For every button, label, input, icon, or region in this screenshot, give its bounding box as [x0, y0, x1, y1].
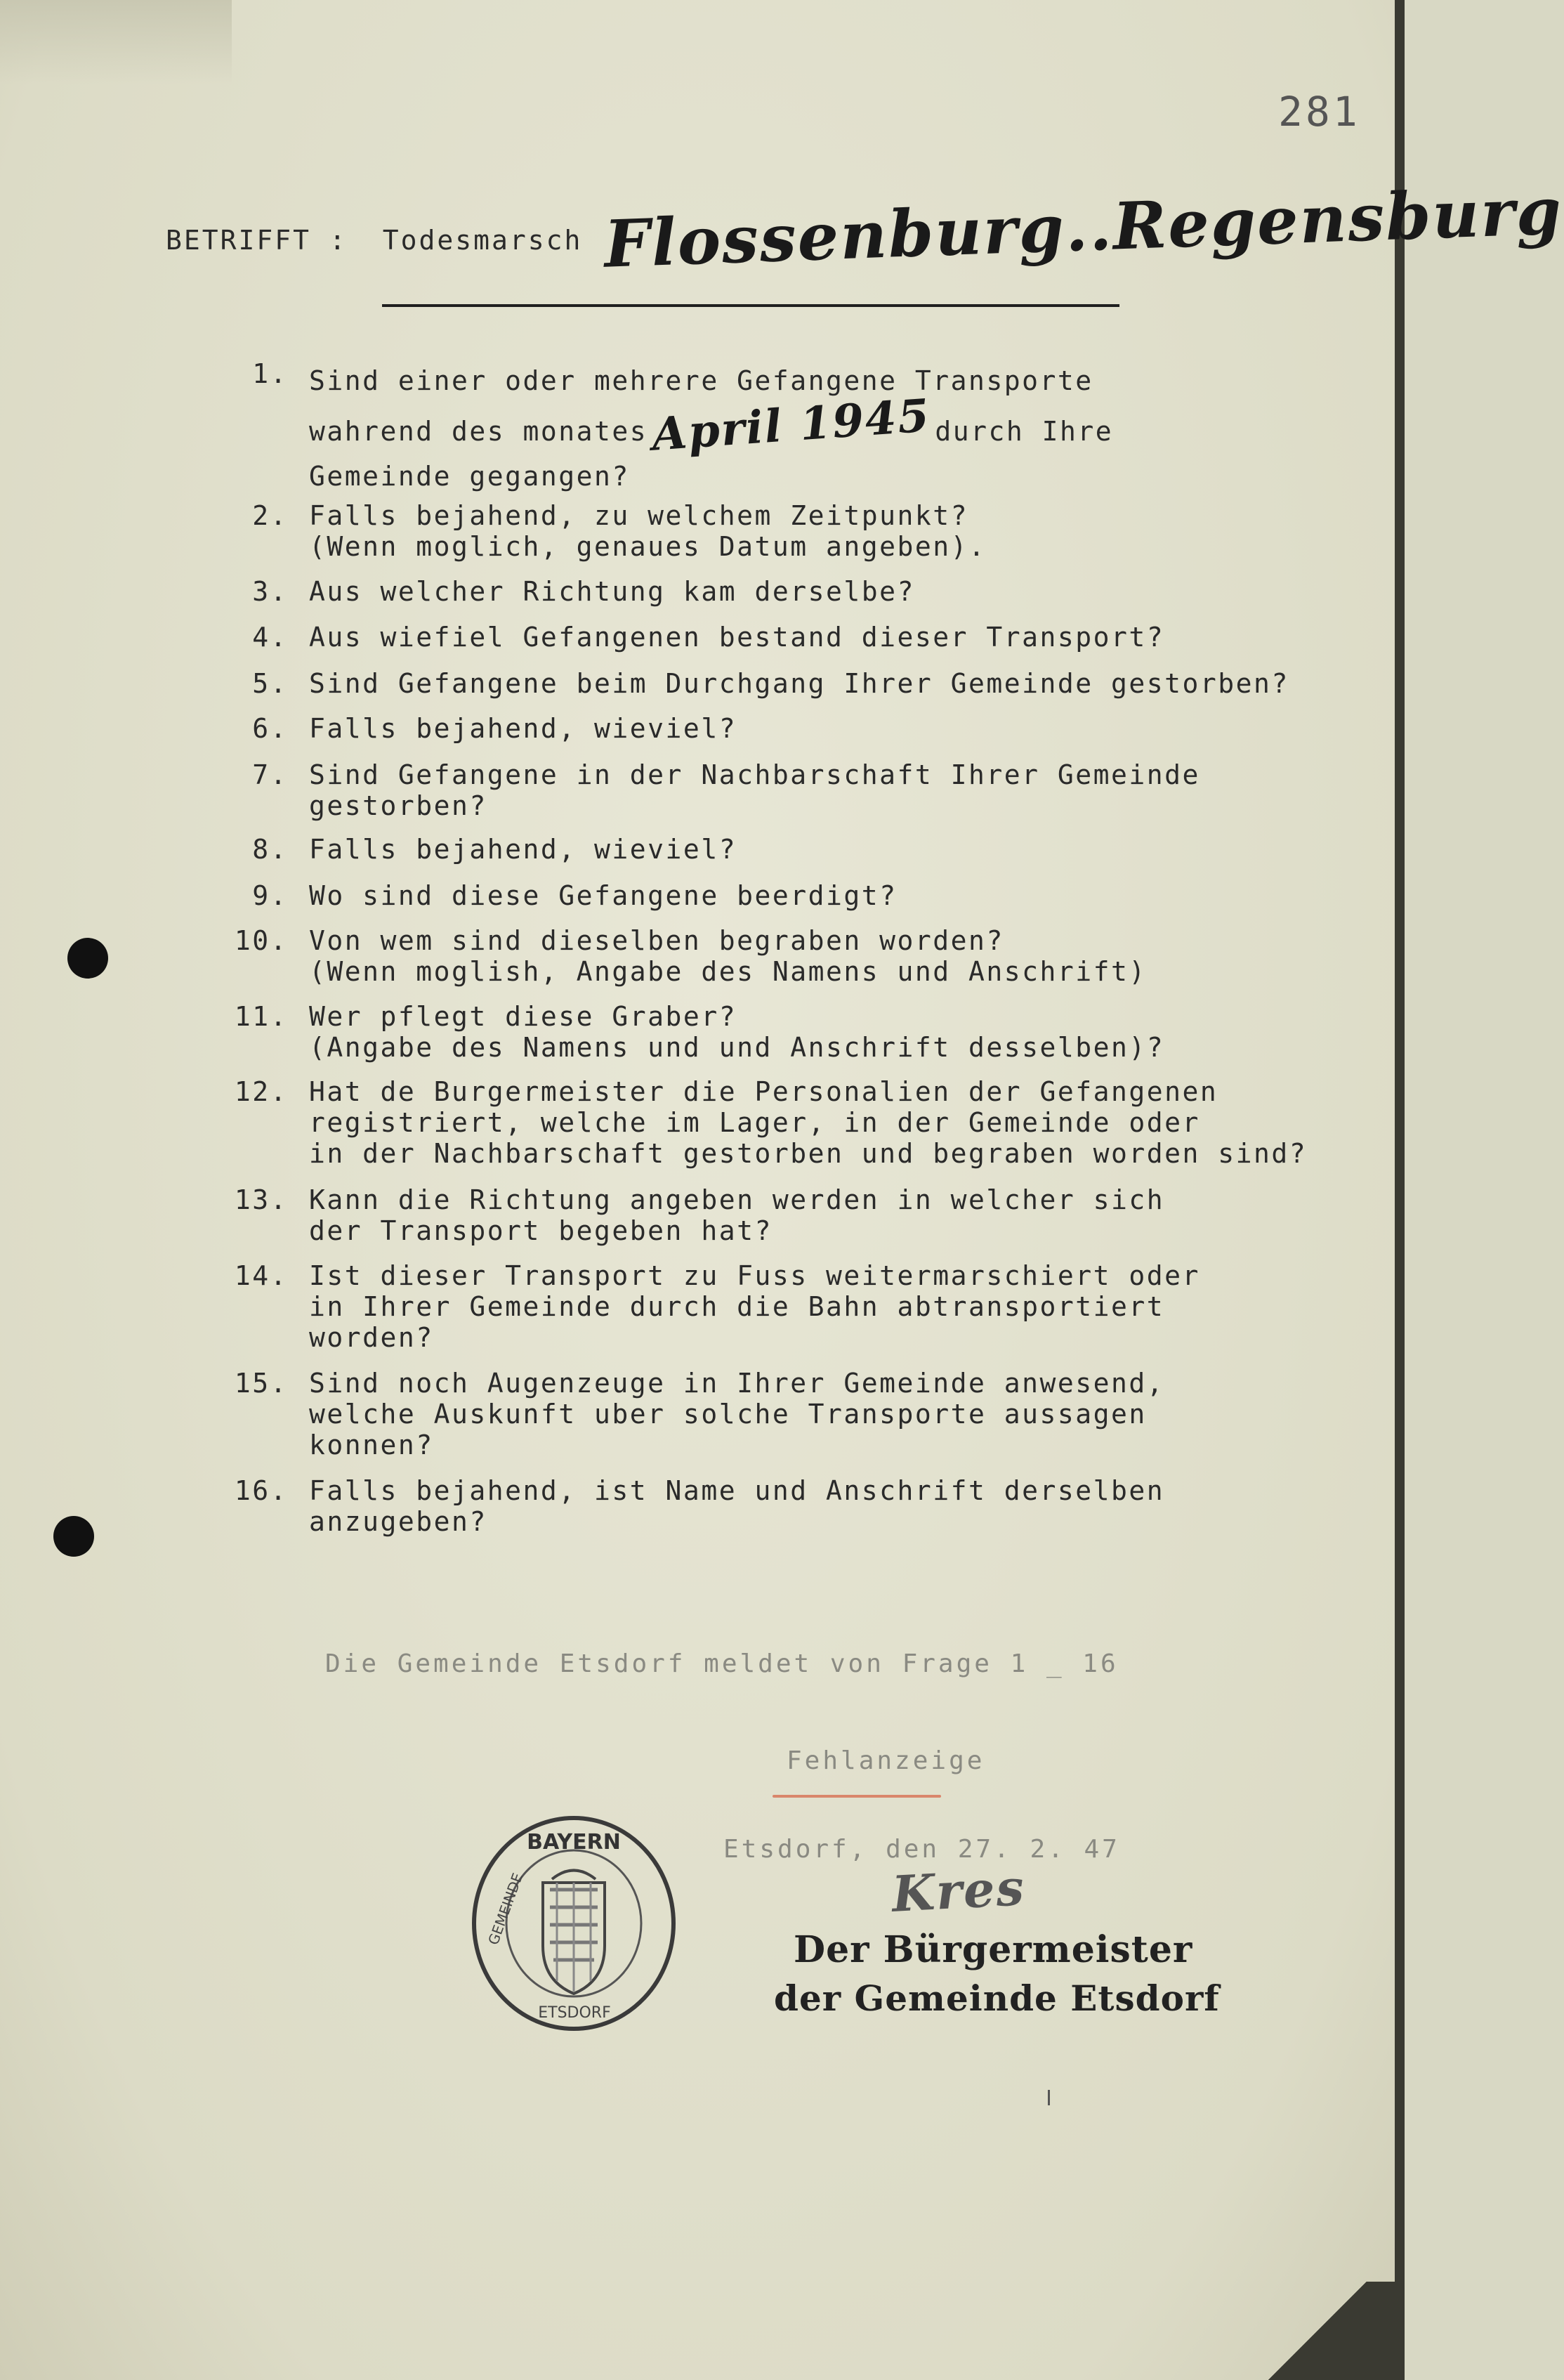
question-text: Wer pflegt diese Graber?: [309, 1001, 737, 1032]
question-number: 6.: [252, 713, 288, 744]
question-text: Sind noch Augenzeuge in Ihrer Gemeinde anwesend,: [309, 1368, 1165, 1399]
question-number: 9.: [252, 880, 288, 911]
question-text: in der Nachbarschaft gestorben und begraben worden sind?: [309, 1138, 1308, 1169]
folded-corner: [1240, 2282, 1395, 2380]
question-text: Sind Gefangene in der Nachbarschaft Ihrer Gemeinde: [309, 759, 1200, 790]
question-text: Hat de Burgermeister die Personalien der Gefangenen: [309, 1076, 1218, 1107]
question-text: registriert, welche im Lager, in der Gemeinde oder: [309, 1107, 1200, 1138]
svg-text:GEMEINDE: GEMEINDE: [485, 1871, 527, 1947]
question-text: wahrend des monates: [309, 416, 648, 447]
question-text: worden?: [309, 1322, 434, 1353]
question-text: Gemeinde gegangen?: [309, 461, 630, 492]
question-number: 13.: [234, 1184, 288, 1215]
subject-line: [166, 225, 582, 256]
question-text: Falls bejahend, wieviel?: [309, 834, 737, 865]
subject-underline: [382, 304, 1119, 307]
question-text: anzugeben?: [309, 1506, 487, 1537]
municipal-seal: [469, 1812, 678, 2034]
question-text: Falls bejahend, wieviel?: [309, 713, 737, 744]
question-text: Aus wiefiel Gefangenen bestand dieser Transport?: [309, 622, 1165, 653]
question-text: in Ihrer Gemeinde durch die Bahn abtransportiert: [309, 1291, 1165, 1322]
question-text: Aus welcher Richtung kam derselbe?: [309, 576, 915, 607]
svg-text:BAYERN: BAYERN: [527, 1830, 621, 1855]
municipality-title: der Gemeinde Etsdorf: [774, 1977, 1220, 2019]
question-number: 4.: [252, 622, 288, 653]
punch-hole-bottom: [53, 1516, 94, 1557]
signature: Kres: [890, 1858, 1027, 1923]
question-number: 5.: [252, 668, 288, 699]
svg-text:ETSDORF: ETSDORF: [538, 2004, 611, 2022]
question-text: konnen?: [309, 1430, 434, 1460]
question-text: Sind einer oder mehrere Gefangene Transporte: [309, 365, 1093, 396]
question-text: Von wem sind dieselben begraben worden?: [309, 925, 1004, 956]
response-result: Fehlanzeige: [787, 1746, 985, 1775]
place-and-date: Etsdorf, den 27. 2. 47: [723, 1835, 1120, 1864]
question-number: 3.: [252, 576, 288, 607]
page-edge: [1395, 0, 1405, 2380]
punch-hole-top: [67, 938, 108, 979]
red-underline: [773, 1795, 941, 1798]
question-text: (Angabe des Namens und und Anschrift desselben)?: [309, 1032, 1165, 1063]
subject-label: BETRIFFT :: [166, 225, 348, 256]
subject-prefix: Todesmarsch: [382, 225, 583, 256]
torn-corner: [0, 0, 232, 84]
question-text: Falls bejahend, zu welchem Zeitpunkt?: [309, 500, 968, 531]
question-number: 12.: [234, 1076, 288, 1107]
question-number: 7.: [252, 759, 288, 790]
question-number: 14.: [234, 1260, 288, 1291]
question-number: 10.: [234, 925, 288, 956]
question-number: 2.: [252, 500, 288, 531]
page-number: 281: [1278, 88, 1360, 136]
question-text: Sind Gefangene beim Durchgang Ihrer Gemeinde gestorben?: [309, 668, 1289, 699]
mayor-title: Der Bürgermeister: [794, 1928, 1193, 1971]
question-number: 16.: [234, 1475, 288, 1506]
handwritten-month: April 1945: [650, 389, 933, 462]
question-text: Kann die Richtung angeben werden in welcher sich: [309, 1184, 1165, 1215]
question-text: (Wenn moglich, genaues Datum angeben).: [309, 531, 987, 562]
question-text: (Wenn moglish, Angabe des Namens und Anschrift): [309, 956, 1147, 987]
question-text: welche Auskunft uber solche Transporte aussagen: [309, 1399, 1147, 1430]
question-text: Wo sind diese Gefangene beerdigt?: [309, 880, 898, 911]
question-text: Ist dieser Transport zu Fuss weitermarschiert oder: [309, 1260, 1200, 1291]
question-text: der Transport begeben hat?: [309, 1215, 773, 1246]
question-number: 1.: [252, 358, 288, 389]
subject-handwritten: Flossenburg..Regensburg: [603, 173, 1564, 282]
question-number: 11.: [234, 1001, 288, 1032]
question-number: 15.: [234, 1368, 288, 1399]
question-text: Falls bejahend, ist Name und Anschrift derselben: [309, 1475, 1165, 1506]
response-statement: Die Gemeinde Etsdorf meldet von Frage 1 _ 16: [325, 1649, 1119, 1678]
question-text: gestorben?: [309, 790, 487, 821]
question-text: durch Ihre: [935, 416, 1114, 447]
question-number: 8.: [252, 834, 288, 865]
stray-mark: [1048, 2090, 1050, 2105]
